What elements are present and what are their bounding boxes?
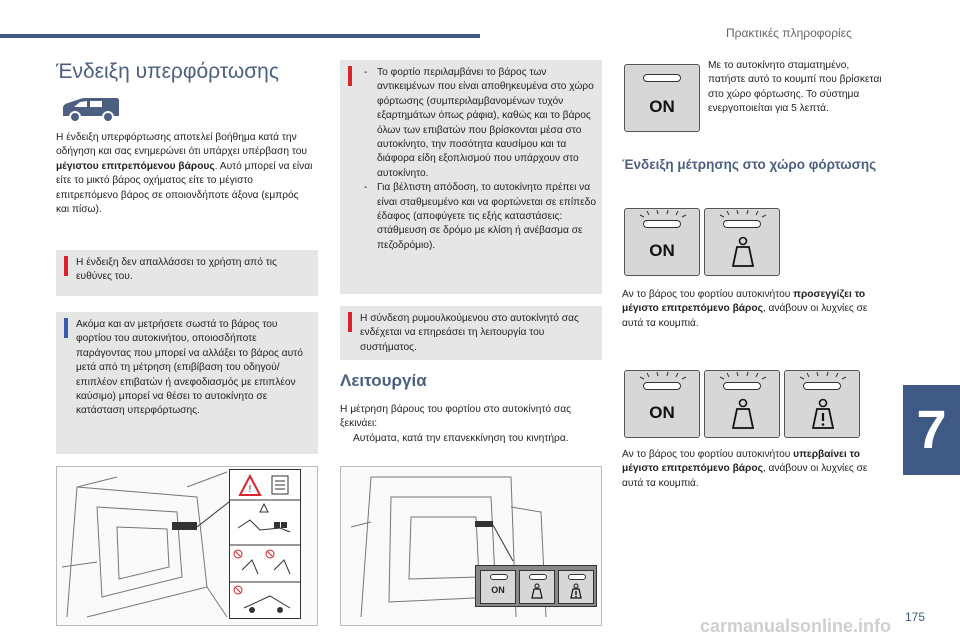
van-icon xyxy=(60,94,122,124)
warning-marker-icon xyxy=(64,256,68,276)
list-item: - Για βέλτιστη απόδοση, το αυτοκίνητο πρέπει να είναι σταθμευμένο και να φορτώνεται σε επίπεδο έδαφος (αποφύγετε τις εξής καταστάσεις: στάθμευση σε δρόμο με κλίση ή ανέβασμα σε πεζοδρόμιο). xyxy=(364,182,597,251)
parked-instruction: Με το αυτοκίνητο σταματημένο, πατήστε αυτό το κουμπί που βρίσκεται στο χώρο φόρτωσης. Το σύστημα ενεργοποιείται για 5 λεπτά. xyxy=(708,60,882,115)
exceed-limit-text: Αν το βάρος του φορτίου αυτοκινήτου υπερβαίνει το μέγιστο επιτρεπόμενο βάρος, ανάβουν οι λυχνίες σε αυτά τα κουμπιά. xyxy=(622,449,868,489)
overload-weight-icon xyxy=(809,398,837,430)
header-bar xyxy=(0,34,480,38)
panel-overload-button xyxy=(558,570,594,604)
on-button-lit: ON xyxy=(624,370,700,438)
overload-weight-icon xyxy=(568,583,584,599)
warning-list-note xyxy=(340,60,602,294)
lamp-icon xyxy=(643,220,681,228)
operation-text: Η μέτρηση βάρους του φορτίου στο αυτοκίνητό σας ξεκινάει: xyxy=(340,404,572,430)
load-buttons-illustration xyxy=(340,466,602,626)
warning-marker-icon xyxy=(348,66,352,86)
warning-note: Η ένδειξη δεν απαλλάσσει το χρήστη από τις ευθύνες του. xyxy=(56,250,318,296)
panel-weight-button xyxy=(519,570,555,604)
warning-label xyxy=(229,469,301,619)
weight-button-lit xyxy=(704,370,780,438)
on-label: ON xyxy=(491,585,505,595)
info-note: Ακόμα και αν μετρήσετε σωστά το βάρος του φορτίου του αυτοκινήτου, οποιοσδήποτε παράγοντας που μπορεί να αλλάξει το βάρος αυτό μετά από τη μέτρηση (επιβίβαση του οδηγού/επιπλέον επιβατών ή ανεφοδιασμός με επιπλέον καύσιμο) μπορεί να θέσει το αυτοκίνητο σε κατάσταση υπερφόρτωσης. xyxy=(56,312,318,454)
lamp-icon xyxy=(490,574,508,580)
load-indication-heading: Ένδειξη μέτρησης στο χώρο φόρτωσης xyxy=(622,157,877,172)
svg-text:!: ! xyxy=(248,484,252,495)
warning-marker-icon xyxy=(348,312,352,332)
on-button-lit: ON xyxy=(624,208,700,276)
operation-list xyxy=(340,432,602,446)
cargo-area-illustration xyxy=(56,466,318,626)
lamp-icon xyxy=(643,382,681,390)
weight-icon xyxy=(729,236,757,268)
page-title: Ένδειξη υπερφόρτωσης xyxy=(56,60,279,83)
watermark: carmanualsonline.info xyxy=(700,616,892,636)
list-item: Αυτόματα, κατά την επανεκκίνηση του κινητήρα. xyxy=(353,433,569,444)
weight-button-lit xyxy=(704,208,780,276)
lamp-icon xyxy=(723,220,761,228)
approach-limit-text: Αν το βάρος του φορτίου αυτοκινήτου προσεγγίζει το μέγιστο επιτρεπόμενο βάρος, ανάβουν οι λυχνίες σε αυτά τα κουμπιά. xyxy=(622,289,868,329)
panel-on-button xyxy=(480,570,516,604)
chapter-tab: 7 xyxy=(903,385,960,475)
lamp-icon xyxy=(529,574,547,580)
intro-paragraph: Η ένδειξη υπερφόρτωσης αποτελεί βοήθημα κατά την οδήγηση και σας ενημερώνει ότι υπάρχει υπέρβαση του μέγιστου επιτρεπόμενου βάρους. Αυτό μπορεί να είναι είτε το μικτό βάρος οχήματος είτε το μέγιστο επιτρεπόμενο βάρος σε οποιονδήποτε άξονα (εμπρός και πίσω). xyxy=(56,132,313,216)
button-panel xyxy=(475,565,597,607)
list-item: - Το φορτίο περιλαμβάνει το βάρος των αντικειμένων που είναι αποθηκευμένα στο χώρο φόρτωσης (συμπεριλαμβανομένων τυχόν εξαρτημάτων όπως ράφια), καθώς και το βάρος όλων των επιβατών που βρίσκονται μέσα στο αυτοκίνητο, την ποσότητα καυσίμου και τα διάφορα είδη εξοπλισμού που υπάρχουν στο αυτοκίνητο. xyxy=(364,67,594,179)
trailer-note: Η σύνδεση ρυμουλκούμενου στο αυτοκίνητό σας ενδέχεται να επηρεάσει τη λειτουργία του συστήματος. xyxy=(340,306,602,360)
lamp-icon xyxy=(568,574,586,580)
operation-heading: Λειτουργία xyxy=(340,371,427,390)
info-marker-icon xyxy=(64,318,68,338)
lamp-icon xyxy=(643,74,681,82)
warning-label-drawing xyxy=(230,470,300,618)
overload-button-lit xyxy=(784,370,860,438)
section-title: Πρακτικές πληροφορίες xyxy=(726,26,852,40)
lamp-icon xyxy=(803,382,841,390)
warning-list xyxy=(364,66,596,253)
page-number: 175 xyxy=(905,610,926,624)
lamp-icon xyxy=(723,382,761,390)
weight-icon xyxy=(529,583,545,599)
on-button[interactable]: ON xyxy=(624,64,700,132)
weight-icon xyxy=(729,398,757,430)
